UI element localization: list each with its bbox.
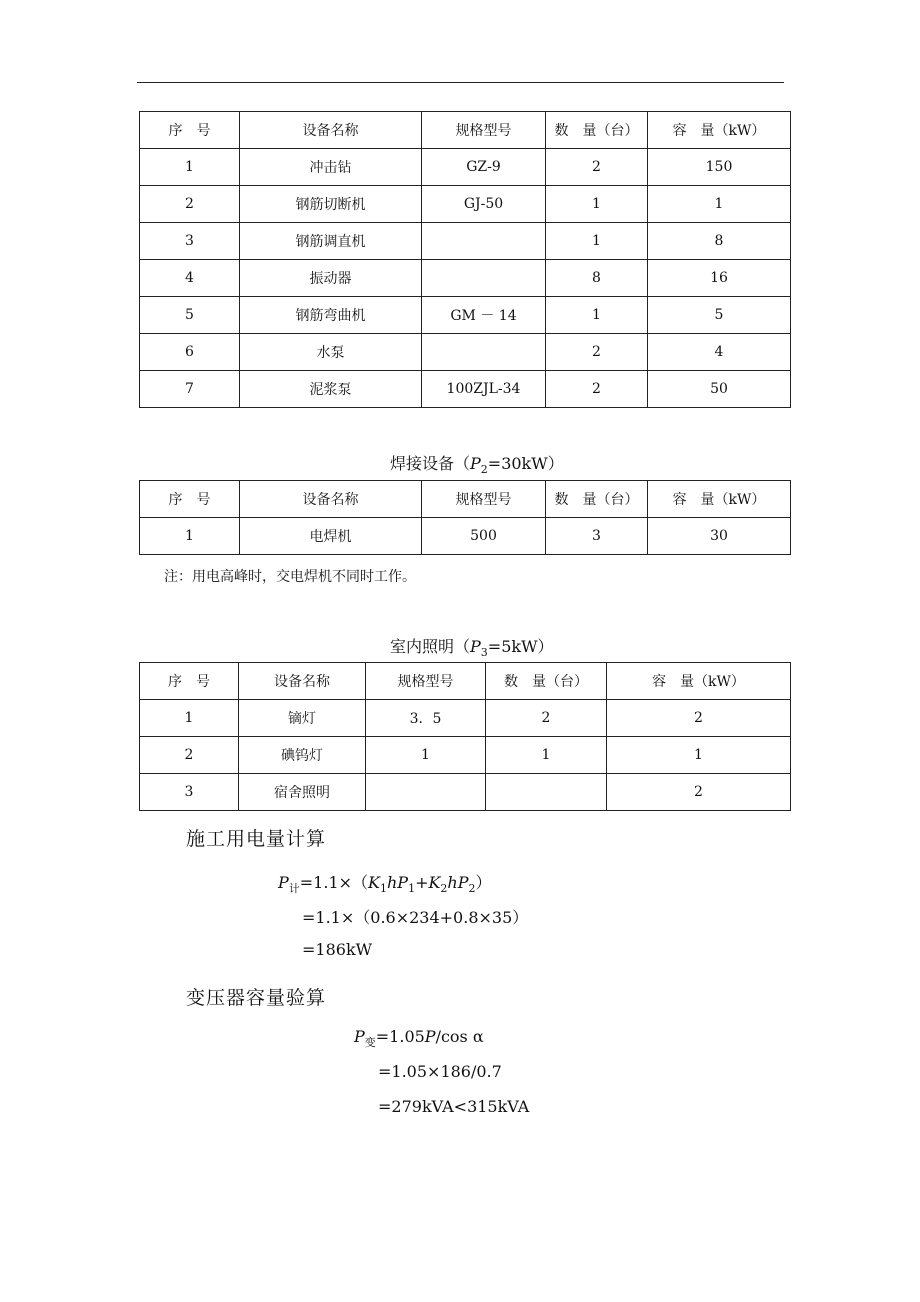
table-row	[140, 149, 791, 186]
table-cell: 2	[546, 334, 648, 371]
welding-caption: 焊接设备$(P_2=30kW)$	[390, 454, 564, 477]
table-cell: 2	[486, 700, 607, 737]
table-cell: 5	[648, 297, 791, 334]
table-cell: GM － 14	[422, 297, 546, 334]
table-cell: 2	[546, 149, 648, 186]
column-header: 数 量（台）	[486, 663, 607, 700]
table-row	[140, 334, 791, 371]
column-header: 设备名称	[239, 663, 366, 700]
calc-heading: 施工用电量计算	[186, 828, 327, 850]
table-cell: 7	[140, 371, 240, 408]
table-row	[140, 223, 791, 260]
table-cell: 钢筋切断机	[240, 186, 422, 223]
table-cell	[422, 223, 546, 260]
table-cell: 1	[140, 700, 239, 737]
table-row	[140, 260, 791, 297]
table-cell: 6	[140, 334, 240, 371]
transformer-formula-line3: =279kVA<315kVA	[378, 1097, 530, 1116]
table-cell: 150	[648, 149, 791, 186]
welding-table	[139, 480, 791, 555]
column-header: 数 量（台）	[546, 481, 648, 518]
table-cell: 2	[546, 371, 648, 408]
table-cell: 100ZJL-34	[422, 371, 546, 408]
table-cell: 3	[140, 223, 240, 260]
table-cell: 镝灯	[239, 700, 366, 737]
table-cell: 冲击钻	[240, 149, 422, 186]
table-cell: GJ-50	[422, 186, 546, 223]
table-cell: 2	[140, 186, 240, 223]
table-cell: GZ-9	[422, 149, 546, 186]
transformer-formula-line2: =1.05×186/0.7	[378, 1062, 502, 1081]
column-header: 数 量（台）	[546, 112, 648, 149]
column-header: 容 量（kW）	[648, 112, 791, 149]
table-cell: 振动器	[240, 260, 422, 297]
table-row	[140, 774, 791, 811]
table-cell: 碘钨灯	[239, 737, 366, 774]
table-row	[140, 297, 791, 334]
transformer-formula-line1: $P_变=1.05P/\cos$ α	[354, 1027, 484, 1050]
table-cell	[422, 334, 546, 371]
column-header: 规格型号	[422, 112, 546, 149]
table-cell: 宿舍照明	[239, 774, 366, 811]
table-cell: 4	[140, 260, 240, 297]
column-header: 序 号	[140, 663, 239, 700]
table-row	[140, 518, 791, 555]
table-cell: 1	[140, 149, 240, 186]
column-header: 序 号	[140, 112, 240, 149]
table-row	[140, 737, 791, 774]
table-row	[140, 700, 791, 737]
table-cell: 水泵	[240, 334, 422, 371]
table-cell: 1	[607, 737, 791, 774]
equipment-table	[139, 111, 791, 408]
table-cell: 8	[546, 260, 648, 297]
table-cell: 3	[140, 774, 239, 811]
table-cell: 500	[422, 518, 546, 555]
lighting-table	[139, 662, 791, 811]
transformer-heading: 变压器容量验算	[186, 987, 327, 1009]
column-header: 设备名称	[240, 112, 422, 149]
calc-formula-line2: =1.1×（0.6×234+0.8×35）	[302, 908, 529, 927]
table-cell: 电焊机	[240, 518, 422, 555]
table-cell: 30	[648, 518, 791, 555]
table-cell: 4	[648, 334, 791, 371]
table-header-row	[140, 112, 791, 149]
table-cell: 1	[366, 737, 486, 774]
table-row	[140, 186, 791, 223]
table-cell: 泥浆泵	[240, 371, 422, 408]
table-cell: 50	[648, 371, 791, 408]
table-cell: 钢筋弯曲机	[240, 297, 422, 334]
column-header: 容 量（kW）	[648, 481, 791, 518]
lighting-caption: 室内照明$(P_3=5kW)$	[390, 637, 554, 660]
table-cell: 3	[546, 518, 648, 555]
table-row	[140, 371, 791, 408]
column-header: 规格型号	[366, 663, 486, 700]
calc-formula-line1: $P_计=1.1\times(K_1hP_1+K_2hP_2)$	[278, 873, 492, 896]
table-cell: 3．5	[366, 700, 486, 737]
table-header-row	[140, 663, 791, 700]
table-cell: 钢筋调直机	[240, 223, 422, 260]
header-rule	[137, 82, 784, 83]
table-header-row	[140, 481, 791, 518]
column-header: 规格型号	[422, 481, 546, 518]
table-cell: 2	[607, 700, 791, 737]
table-cell: 8	[648, 223, 791, 260]
column-header: 容 量（kW）	[607, 663, 791, 700]
table-cell	[366, 774, 486, 811]
table-cell: 2	[607, 774, 791, 811]
table-cell: 16	[648, 260, 791, 297]
table-cell: 1	[546, 297, 648, 334]
table-cell: 1	[546, 186, 648, 223]
table-cell	[486, 774, 607, 811]
calc-formula-line3: =186kW	[302, 940, 373, 959]
column-header: 设备名称	[240, 481, 422, 518]
table-cell: 2	[140, 737, 239, 774]
table-cell: 1	[486, 737, 607, 774]
table-cell: 1	[648, 186, 791, 223]
column-header: 序 号	[140, 481, 240, 518]
table-cell: 1	[140, 518, 240, 555]
table-cell: 5	[140, 297, 240, 334]
table-cell	[422, 260, 546, 297]
welding-note: 注：用电高峰时，交电焊机不同时工作。	[164, 569, 416, 585]
table-cell: 1	[546, 223, 648, 260]
